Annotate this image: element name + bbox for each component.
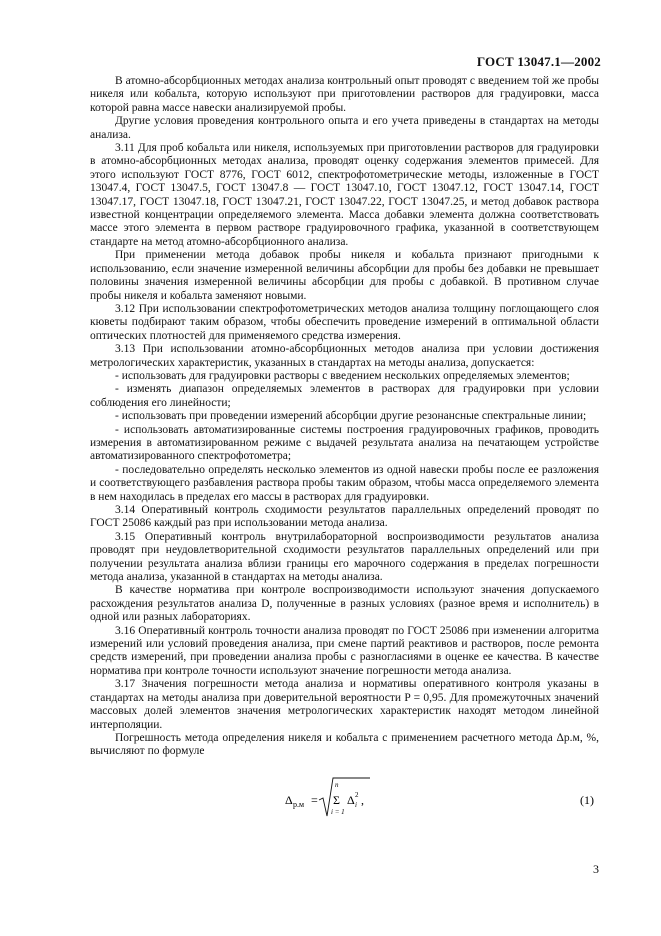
paragraph: Другие условия проведения контрольного опыта и его учета приведены в стандартах на методы анализа. (90, 115, 599, 141)
sum-term: Δ (347, 793, 355, 807)
sum-symbol: Σ (333, 793, 340, 807)
paragraph-clause-3-14: 3.14 Оперативный контроль сходимости результатов параллельных определений проводят по ГОСТ 25086 каждый раз при использовании метода анализа. (90, 504, 599, 530)
page-number: 3 (593, 862, 599, 876)
sum-term-subscript: i (355, 801, 357, 809)
formula-trailing-comma: , (361, 793, 364, 807)
list-item: - изменять диапазон определяемых элементов в растворах для градуировки при условии соблюдения его линейности; (90, 383, 599, 409)
formula-lhs-subscript: р.м (293, 800, 305, 809)
document-body (90, 75, 599, 759)
sum-lower-limit: i = 1 (331, 808, 345, 816)
paragraph-clause-3-13: 3.13 При использовании атомно-абсорбционных методов анализа при условии достижения метрологических характеристик, указанных в стандартах на методы анализа, допускается: (90, 343, 599, 369)
list-item: - использовать для градуировки растворы с введением нескольких определяемых элементов; (115, 369, 570, 382)
formula-graphic (90, 776, 599, 820)
sum-term-superscript: 2 (355, 791, 359, 799)
paragraph: В качестве норматива при контроле воспроизводимости используют значения допускаемого расхождения результатов анализа D, полученные в разных условиях (разное время и исполнитель) в одной или разных лабораториях. (90, 584, 599, 624)
paragraph-clause-3-17: 3.17 Значения погрешности метода анализа и нормативы оперативного контроля указаны в стандартах на методы анализа при доверительной вероятности P = 0,95. Для промежуточных значений массовых долей элементов значения метрологических характеристик находят методом линейной интерполяции. (90, 678, 599, 731)
paragraph: В атомно-абсорбционных методах анализа контрольный опыт проводят с введением той же пробы никеля или кобальта, которую используют при приготовлении растворов для градуировки, масса которой равна массе навески анализируемой пробы. (90, 75, 599, 114)
formula-1 (90, 776, 599, 820)
formula-lhs-symbol: Δ (285, 793, 293, 807)
paragraph-clause-3-12: 3.12 При использовании спектрофотометрических методов анализа толщину поглощающего слоя кюветы подбирают таким образом, чтобы обеспечить проведение измерений в оптимальной области оптических плотностей для применяемого средства измерения. (90, 302, 599, 342)
sum-upper-limit: n (335, 781, 339, 789)
paragraph-clause-3-15: 3.15 Оперативный контроль внутрилабораторной воспроизводимости результатов анализа проводят при неудовлетворительной сходимости результатов параллельных определений или при получении результата анализа вблизи границы его марочного содержания в пределах погрешности метода анализа, указанной в стандартах на методы анализа. (90, 530, 599, 584)
list-item: - использовать автоматизированные системы построения градуировочных графиков, проводить измерения в автоматизированном режиме с выдачей результата анализа на печатающем устройстве автоматизированного спектрофотометра; (90, 423, 599, 463)
list-item: - последовательно определять несколько элементов из одной навески пробы после ее разложения и соответствующего разбавления раствора пробы таким образом, чтобы масса определяемого элемента в нем находилась в пределах его массы в растворах для градуировки. (90, 463, 599, 503)
standard-designation: ГОСТ 13047.1—2002 (476, 54, 601, 69)
formula-equals: = (311, 793, 318, 807)
paragraph: При применении метода добавок пробы никеля и кобальта признают пригодными к использованию, если значение измеренной величины абсорбции для пробы без добавки не превышает половины значения измеренной величины абсорбции для пробы с добавкой. В противном случае пробы никеля и кобальта заменяют новыми. (90, 249, 599, 302)
formula-number: (1) (580, 793, 594, 807)
list-item: - использовать при проведении измерений абсорбции другие резонансные спектральные линии; (115, 410, 587, 423)
paragraph-clause-3-11: 3.11 Для проб кобальта или никеля, используемых при приготовлении растворов для градуировки в атомно-абсорбционных методах анализа, проводят оценку содержания элементов примесей. Для этого используют ГОСТ 8776, ГОСТ 6012, спектрофотометрические методы, изложенные в ГОСТ 13047.4, ГОСТ 13047.5, ГОСТ 13047.8 — ГОСТ 13047.10, ГОСТ 13047.12, ГОСТ 13047.14, ГОСТ 13047.17, ГОСТ 13047.18, ГОСТ 13047.21, ГОСТ 13047.22, ГОСТ 13047.25, и метод добавок раствора известной концентрации определяемого элемента. Масса добавки элемента должна соответствовать массе этого элемента в первом растворе градуировочного графика, указанной в соответствующем стандарте на метод атомно-абсорбционного анализа. (90, 142, 599, 248)
paragraph-clause-3-16: 3.16 Оперативный контроль точности анализа проводят по ГОСТ 25086 при изменении алгоритма измерений или условий проведения анализа, при смене партий реактивов и растворов, после ремонта средств измерений, при проведении анализа пробы с разногласиями в оценке ее качества. В качестве норматива при контроле точности используют значение погрешности метода анализа. (90, 624, 599, 677)
paragraph: Погрешность метода определения никеля и кобальта с применением расчетного метода Δр.м, %, вычисляют по формуле (90, 731, 599, 758)
